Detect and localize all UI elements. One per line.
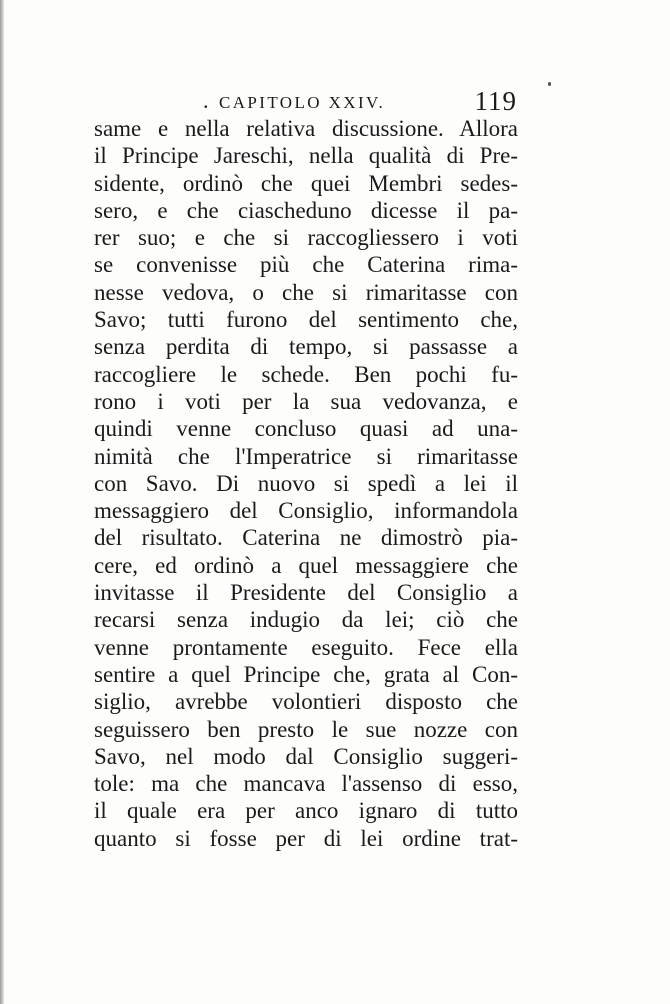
text-line: sero, e che ciascheduno dicesse il pa-: [94, 197, 518, 223]
text-line: del risultato. Caterina ne dimostrò pia-: [94, 525, 518, 551]
text-line: cere, ed ordinò a quel messaggiere che: [94, 552, 518, 578]
text-line: il Principe Jareschi, nella qualità di Pre-: [94, 143, 518, 169]
text-line: Savo; tutti furono del sentimento che,: [94, 307, 518, 333]
text-line: rono i voti per la sua vedovanza, e: [94, 388, 518, 414]
text-line: sidente, ordinò che quei Membri sedes-: [94, 170, 518, 196]
text-line: messaggiero del Consiglio, informandola: [94, 498, 518, 524]
text-line: seguissero ben presto le sue nozze con: [94, 716, 518, 742]
text-line: se convenisse più che Caterina rima-: [94, 252, 518, 278]
text-line: rer suo; e che si raccogliessero i voti: [94, 225, 518, 251]
text-line: Savo, nel modo dal Consiglio suggeri-: [94, 743, 518, 769]
text-line: invitasse il Presidente del Consiglio a: [94, 580, 518, 606]
text-line: recarsi senza indugio da lei; ciò che: [94, 607, 518, 633]
running-title: CAPITOLO XXIV.: [219, 93, 386, 112]
header-separator: .: [203, 88, 209, 113]
text-line: tole: ma che mancava l'assenso di esso,: [94, 771, 518, 797]
text-line: nimità che l'Imperatrice si rimaritasse: [94, 443, 518, 469]
page-header: [95, 86, 517, 116]
text-line: quanto si fosse per di lei ordine trat-: [94, 825, 518, 851]
text-line: con Savo. Di nuovo si spedì a lei il: [94, 470, 518, 496]
text-line: il quale era per anco ignaro di tutto: [94, 798, 518, 824]
body-text: [94, 115, 518, 852]
text-line: senza perdita di tempo, si passasse a: [94, 334, 518, 360]
page-number: 119: [474, 86, 517, 116]
text-line: venne prontamente eseguito. Fece ella: [94, 634, 518, 660]
ink-speck: [548, 82, 551, 86]
text-line: quindi venne concluso quasi ad una-: [94, 416, 518, 442]
text-line: nesse vedova, o che si rimaritasse con: [94, 279, 518, 305]
text-line: same e nella relativa discussione. Allora: [94, 116, 518, 141]
page-left-edge: [0, 0, 4, 1004]
text-line: siglio, avrebbe volontieri disposto che: [94, 689, 518, 715]
text-line: raccogliere le schede. Ben pochi fu-: [94, 361, 518, 387]
text-line: sentire a quel Principe che, grata al Con-: [94, 661, 518, 687]
